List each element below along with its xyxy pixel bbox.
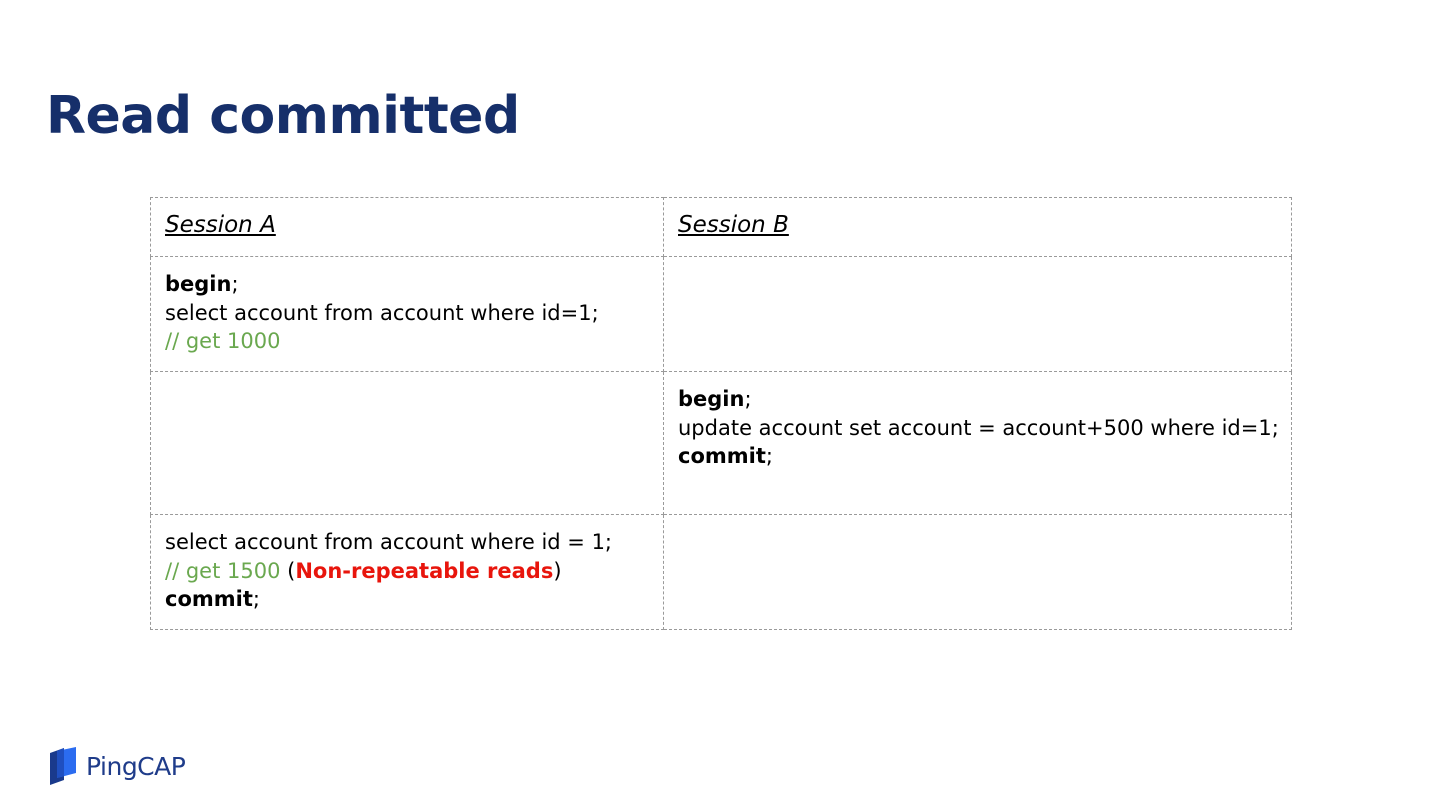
slide-title: Read committed	[46, 86, 520, 146]
session-b-header-cell	[664, 198, 1292, 257]
session-a-step-2-empty	[151, 372, 664, 515]
commit-semicolon: ;	[765, 444, 773, 468]
session-b-step-2	[664, 372, 1292, 515]
session-a-header-cell	[151, 198, 664, 257]
begin-statement	[678, 385, 1277, 414]
begin-semicolon: ;	[744, 387, 752, 411]
commit-semicolon: ;	[252, 587, 260, 611]
begin-statement	[165, 270, 649, 299]
non-repeatable-reads-label: Non-repeatable reads	[295, 558, 554, 583]
commit-statement	[678, 442, 1277, 471]
pingcap-logo-text: PingCAP	[86, 751, 186, 781]
pingcap-logo	[48, 746, 185, 786]
commit-keyword: commit	[678, 444, 766, 468]
session-b-step-1-empty	[664, 257, 1292, 372]
commit-keyword: commit	[165, 587, 253, 611]
begin-keyword: begin	[165, 272, 232, 296]
session-a-step-1	[151, 257, 664, 372]
session-b-step-3-empty	[664, 515, 1292, 630]
session-comparison-table	[150, 197, 1292, 630]
result-line	[165, 557, 649, 586]
session-a-header: Session A	[165, 212, 276, 238]
result-comment: // get 1500	[165, 558, 281, 583]
table-row	[151, 515, 1292, 630]
table-row	[151, 257, 1292, 372]
commit-statement	[165, 585, 649, 614]
session-a-step-3	[151, 515, 664, 630]
select-statement: select account from account where id = 1;	[165, 530, 613, 554]
table-header-row	[151, 198, 1292, 257]
session-b-header: Session B	[678, 212, 789, 238]
begin-keyword: begin	[678, 387, 745, 411]
result-comment: // get 1000	[165, 329, 281, 353]
table-row	[151, 372, 1292, 515]
paren-open: (	[280, 558, 296, 583]
begin-semicolon: ;	[231, 272, 239, 296]
update-statement: update account set account = account+500 where id=1;	[678, 415, 1279, 440]
paren-close: )	[553, 558, 562, 583]
pingcap-logo-icon	[48, 747, 78, 785]
select-statement: select account from account where id=1;	[165, 300, 599, 325]
